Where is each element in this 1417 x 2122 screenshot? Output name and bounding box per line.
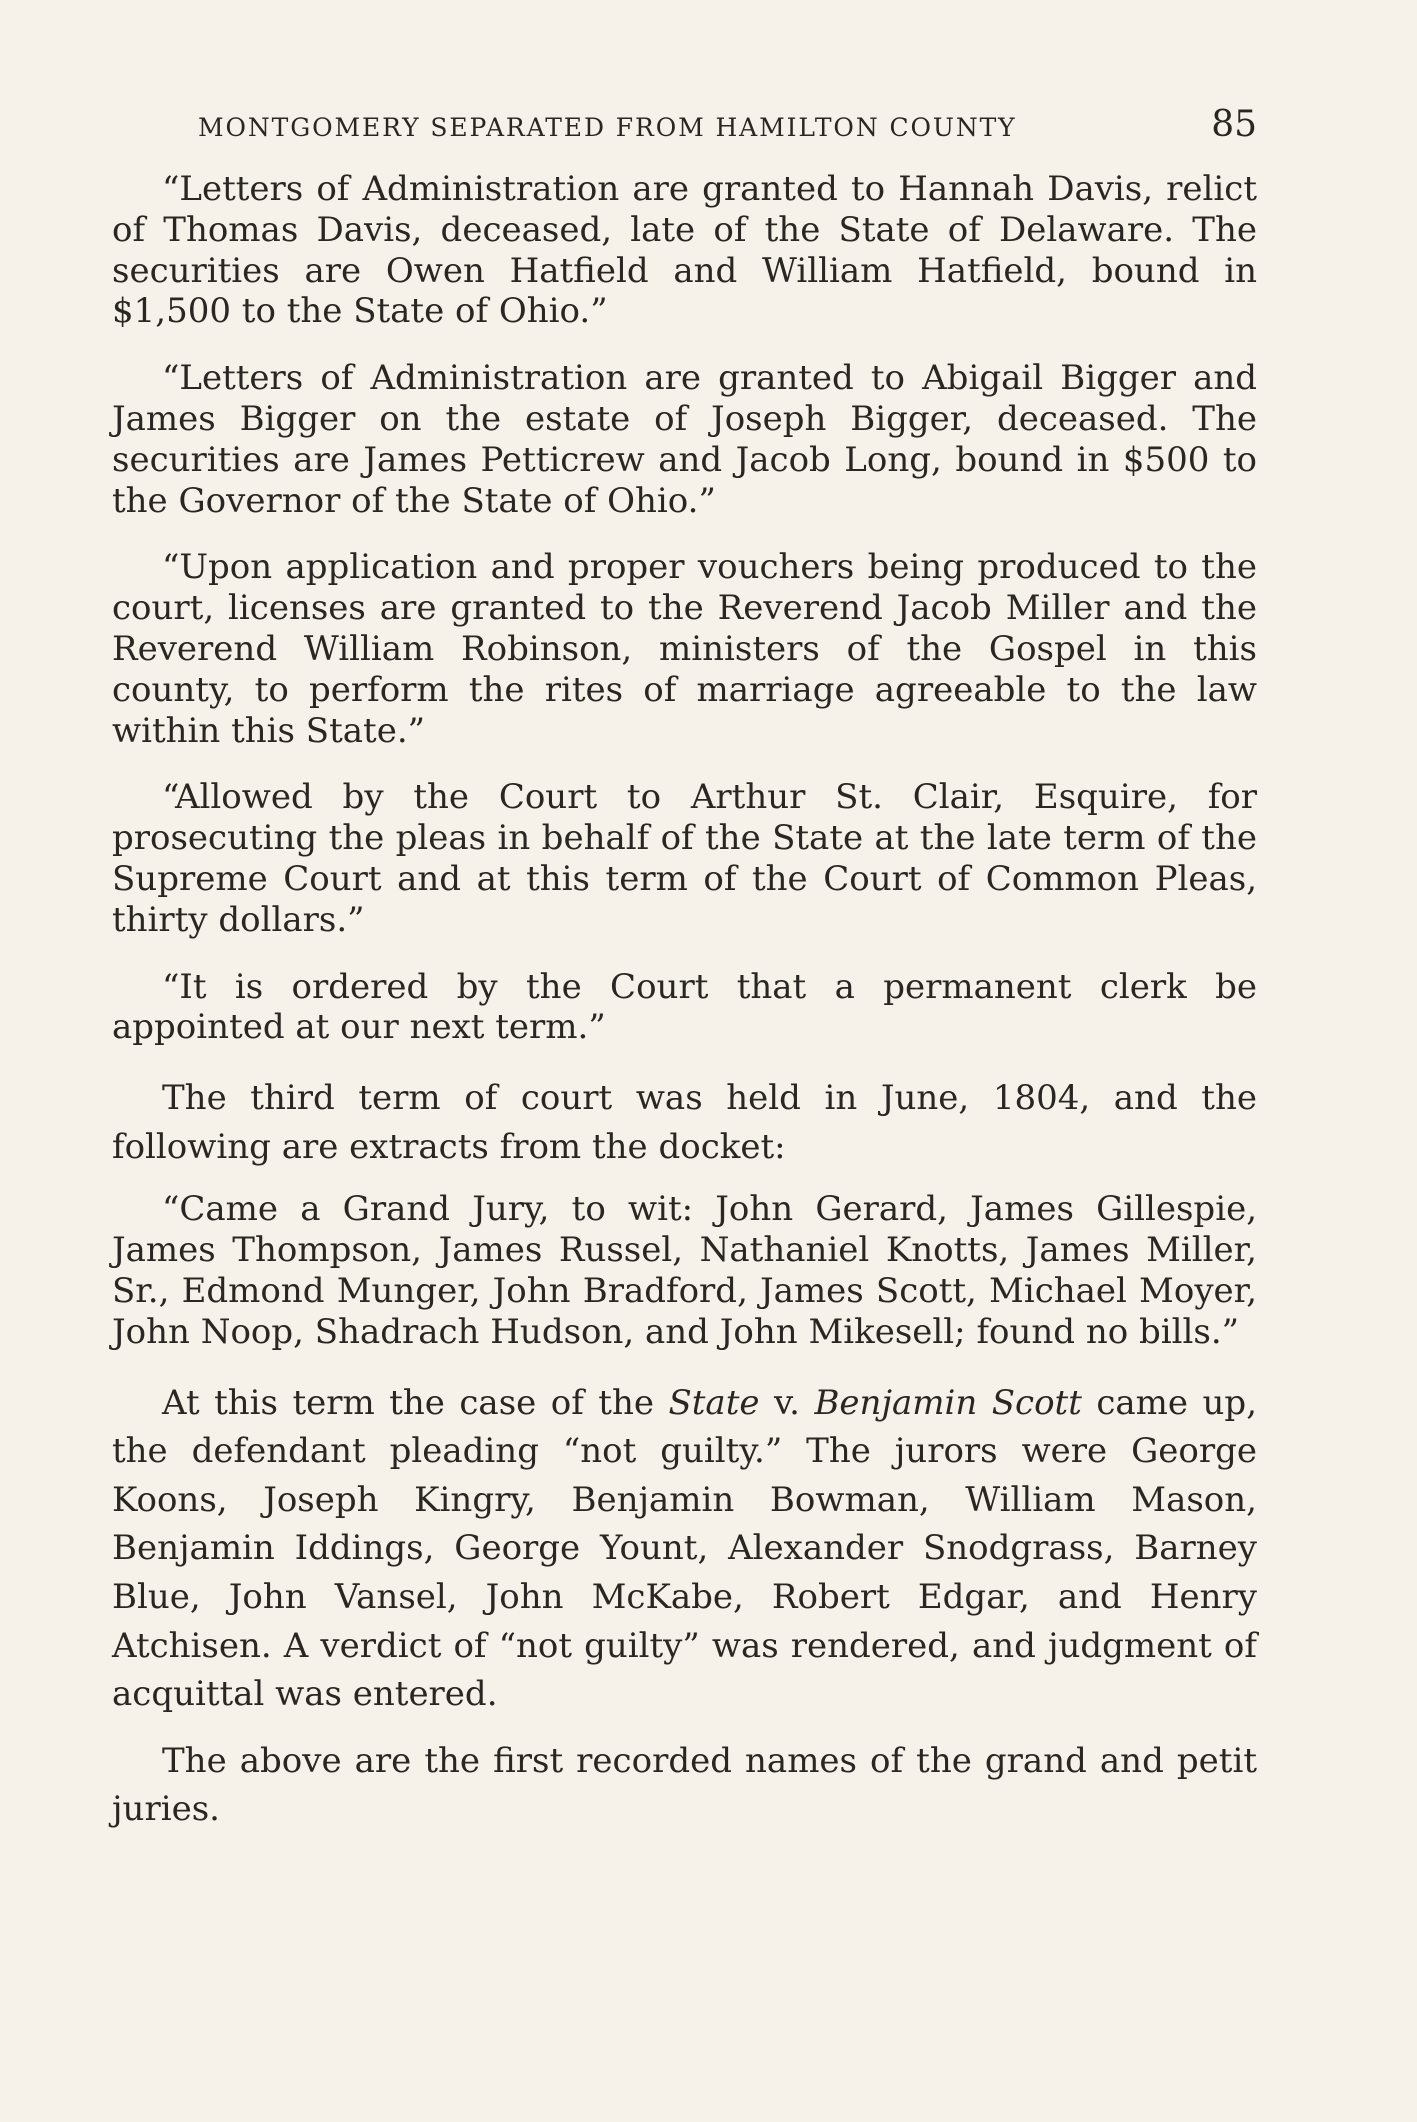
paragraph-grand-jury: “Came a Grand Jury, to wit: John Gerard, James Gillespie, James Thompson, James Russel, Nathaniel Knotts, James Miller, Sr., Edmond Munger, John Bradford, James Scott, Michael Moyer, John Noop, Shadrach Hudson, and John Mikesell; found no bills.” [112,1189,1257,1352]
paragraph-marriage-licenses: “Upon application and proper vouchers being produced to the court, licenses are granted to the Reverend Jacob Miller and the Reverend William Robinson, ministers of the Gospel in this county, to perform the rites of marriage agreeable to the law within this State.” [112,547,1257,751]
case-state-name: State [668,1382,760,1423]
page-number: 85 [1211,104,1257,145]
case-defendant-name: Benjamin Scott [814,1382,1082,1423]
paragraph-letters-davis: “Letters of Administration are granted to Hannah Davis, relict of Thomas Davis, deceased, late of the State of Delaware. The securities are Owen Hatfield and William Hatfield, bound in $1,500 to the State of Ohio.” [112,169,1257,332]
case-intro-text: At this term the case of the [162,1382,669,1423]
case-body-text: came up, the defendant pleading “not guilty.” The jurors were George Koons, Joseph Kingry, Benjamin Bowman, William Mason, Benjamin Iddings, George Yount, Alexander Snodgrass, Barney Blue, John Vansel, John McKabe, Robert Edgar, and Henry Atchisen. A verdict of “not guilty” was rendered, and judgment of acquittal was entered. [112,1382,1258,1715]
paragraph-letters-bigger: “Letters of Administration are granted to Abigail Bigger and James Bigger on the estate of Joseph Bigger, deceased. The securities are James Petticrew and Jacob Long, bound in $500 to the Governor of the State of Ohio.” [112,358,1257,521]
paragraph-closing: The above are the first recorded names of the grand and petit juries. [112,1740,1257,1830]
page-body [112,169,1257,1834]
paragraph-allowance-st-clair: “Allowed by the Court to Arthur St. Clair, Esquire, for prosecuting the pleas in behalf of the State at the late term of the Supreme Court and at this term of the Court of Common Pleas, thirty dollars.” [112,777,1257,940]
paragraph-state-v-scott [112,1379,1257,1719]
paragraph-third-term: The third term of court was held in June, 1804, and the following are extracts from the docket: [112,1078,1257,1167]
paragraph-clerk-order: “It is ordered by the Court that a permanent clerk be appointed at our next term.” [112,966,1257,1048]
page-header [198,104,1257,145]
running-head: MONTGOMERY SEPARATED FROM HAMILTON COUNTY [198,113,1017,142]
case-versus: v. [759,1382,815,1423]
